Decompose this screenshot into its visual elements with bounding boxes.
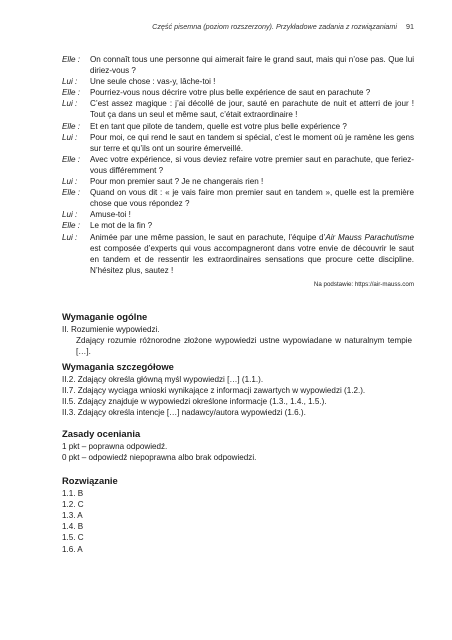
answer-line: 1.4. B <box>62 522 84 532</box>
speaker-label: Lui : <box>62 132 78 142</box>
speaker-label: Elle : <box>62 221 80 231</box>
answer-line: 1.3. A <box>62 511 83 521</box>
scoring-line: 0 pkt – odpowiedź niepoprawna albo brak odpowiedzi. <box>62 453 257 463</box>
dialog-row <box>62 87 414 98</box>
scoring-rules-section <box>62 428 412 463</box>
solution-section <box>62 475 412 555</box>
dialog-text: Une seule chose : vas-y, lâche-toi ! <box>90 77 216 87</box>
header-title: Część pisemna (poziom rozszerzony). Przykładowe zadania z rozwiązaniami <box>152 22 397 31</box>
dialog-text: Pour moi, ce qui rend le saut en tandem si spécial, c’est le moment où je ramène les gens sur terre et qu’ils ont un sourire émerveillé. <box>90 132 414 153</box>
dialog-text: Et en tant que pilote de tandem, quelle est votre plus belle expérience ? <box>90 121 347 131</box>
section-heading: Wymaganie ogólne <box>62 311 148 322</box>
section-heading: Rozwiązanie <box>62 475 118 486</box>
dialog-row <box>62 209 414 220</box>
speaker-label: Elle : <box>62 188 80 198</box>
dialog-text: Pour mon premier saut ? Je ne changerais rien ! <box>90 177 264 187</box>
speaker-label: Elle : <box>62 88 80 98</box>
speaker-label: Lui : <box>62 177 78 187</box>
dialog-row <box>62 187 414 209</box>
section-heading: Zasady oceniania <box>62 428 141 439</box>
dialog-row <box>62 76 414 87</box>
brand-name: Air Mauss Parachutisme <box>325 232 414 242</box>
dialog-row <box>62 176 414 187</box>
source-note: Na podstawie: https://air-mauss.com <box>313 280 414 288</box>
dialog-text: Amuse-toi ! <box>90 210 131 220</box>
requirement-line: II.7. Zdający wyciąga wnioski wynikające z informacji zawartych w wypowiedzi (1.2.). <box>62 386 366 396</box>
page-header <box>152 22 414 31</box>
section-heading: Wymagania szczegółowe <box>62 361 174 372</box>
speaker-label: Elle : <box>62 154 80 164</box>
detailed-requirements-section <box>62 361 412 418</box>
answer-line: 1.6. A <box>62 544 83 554</box>
speaker-label: Lui : <box>62 232 78 242</box>
requirement-line: II.5. Zdający znajduje w wypowiedzi określone informacje (1.3., 1.4., 1.5.). <box>62 397 327 407</box>
dialog-text-part: est composée d’experts qui vous accompagneront dans votre envie de découvrir le saut en tandem et de ressentir les extraordinaires sensations que procure cette discipline. N’hésitez plus, sautez ! <box>90 243 414 275</box>
dialog-text-part: Animée par une même passion, le saut en parachute, l’équipe d’ <box>90 232 326 242</box>
answer-line: 1.2. C <box>62 500 84 510</box>
interview-transcript <box>62 54 414 290</box>
requirement-line: II.3. Zdający określa intencje […] nadawcy/autora wypowiedzi (1.6.). <box>62 408 306 418</box>
general-requirement-section <box>62 311 412 357</box>
dialog-row <box>62 98 414 120</box>
dialog-row <box>62 132 414 154</box>
dialog-row <box>62 121 414 132</box>
dialog-row <box>62 220 414 231</box>
requirement-description: Zdający rozumie różnorodne złożone wypowiedzi ustne wypowiadane w naturalnym tempie […]. <box>76 336 412 357</box>
speaker-label: Lui : <box>62 99 78 109</box>
speaker-label: Lui : <box>62 210 78 220</box>
dialog-text: C’est assez magique : j’ai décollé de jour, sauté en parachute de nuit et atterri de jour ! Tout ça dans un seul et même saut, c’était extraordinaire ! <box>90 99 414 120</box>
page-number: 91 <box>406 22 414 31</box>
dialog-text: Le mot de la fin ? <box>90 221 153 231</box>
answer-line: 1.5. C <box>62 533 84 543</box>
scoring-line: 1 pkt – poprawna odpowiedź. <box>62 442 168 452</box>
dialog-row <box>62 54 414 76</box>
dialog-text: On connaît tous une personne qui aimerait faire le grand saut, mais qui n’ose pas. Que lui diriez-vous ? <box>90 55 414 76</box>
requirement-line: II. Rozumienie wypowiedzi. <box>62 325 160 335</box>
dialog-text: Quand on vous dit : « je vais faire mon premier saut en tandem », quelle est la première chose que vous répondez ? <box>90 188 414 209</box>
dialog-text <box>90 232 414 276</box>
speaker-label: Elle : <box>62 55 80 64</box>
dialog-text: Avec votre expérience, si vous deviez refaire votre premier saut en parachute, que feriez-vous différemment ? <box>90 154 414 175</box>
dialog-row <box>62 232 414 276</box>
requirement-line: II.2. Zdający określa główną myśl wypowiedzi […] (1.1.). <box>62 375 264 385</box>
dialog-text: Pourriez-vous nous décrire votre plus belle expérience de saut en parachute ? <box>90 88 371 98</box>
speaker-label: Elle : <box>62 121 80 131</box>
dialog-row <box>62 154 414 176</box>
answer-line: 1.1. B <box>62 489 84 499</box>
speaker-label: Lui : <box>62 77 78 87</box>
